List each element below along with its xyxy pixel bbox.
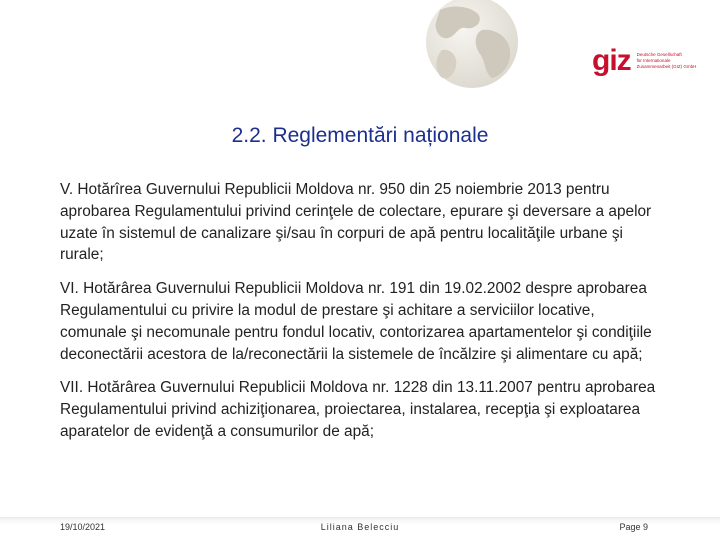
regulation-paragraph: V. Hotărîrea Guvernului Republicii Moldova nr. 950 din 25 noiembrie 2013 pentru aprobarea Regulamentului privind cerinţele de colectare, epurare şi deversare a apelor uzate în sistemul de canalizare şi/sau în corpuri de apă pentru localităţile urbane şi rurale; — [60, 181, 652, 264]
logo-mark: giz — [592, 44, 631, 77]
giz-logo — [592, 44, 699, 78]
logo-line: Deutsche Gesellschaft — [636, 52, 682, 57]
logo-line: Zusammenarbeit (GIZ) GmbH — [636, 64, 697, 69]
regulation-paragraph: VII. Hotărârea Guvernului Republicii Moldova nr. 1228 din 13.11.2007 pentru aprobarea Regulamentului privind achiziţionarea, proiectarea, instalarea, recepţia şi exploatarea aparatelor de evidenţă a consumurilor de apă; — [60, 379, 656, 440]
logo-line: für Internationale — [636, 58, 671, 63]
footer-page-number: Page 9 — [619, 522, 648, 532]
logo-text — [637, 52, 699, 70]
globe-icon — [412, 0, 532, 96]
footer-author: Liliana Belecciu — [320, 522, 400, 532]
slide-content — [60, 179, 660, 455]
footer-date: 19/10/2021 — [60, 522, 106, 532]
slide-title: 2.2. Reglementări naționale — [231, 124, 489, 147]
regulation-paragraph: VI. Hotărârea Guvernului Republicii Moldova nr. 191 din 19.02.2002 despre aprobarea Regulamentului cu privire la modul de prestare şi achitare a serviciilor locative, comunale şi necomunale pentru fondul locativ, contorizarea apartamentelor şi condiţiile deconectării acestora de la/reconectării la sistemele de încălzire şi alimentare cu apă; — [60, 280, 652, 363]
